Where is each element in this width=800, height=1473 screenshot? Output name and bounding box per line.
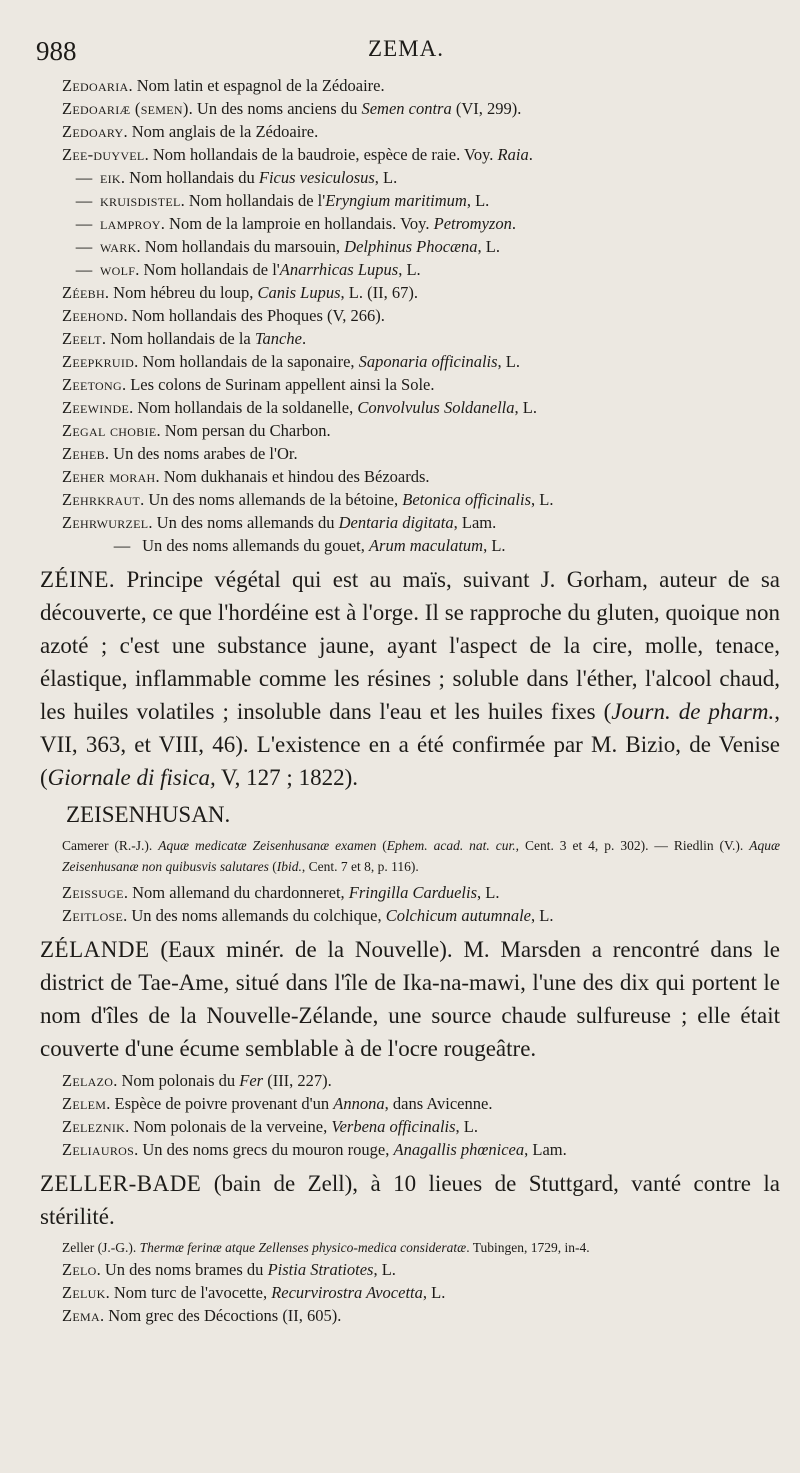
headword-zelande: ZÉLANDE <box>40 937 150 962</box>
entry-definition: . Un des noms brames du <box>96 1260 268 1279</box>
entry-arum: — Un des noms allemands du gouet, Arum maculatum, L. <box>113 536 506 555</box>
entry-term: kruisdistel <box>100 191 181 210</box>
entry-latin-name: Pistia Stratiotes <box>267 1260 374 1279</box>
entry-tail: , L. <box>477 883 500 902</box>
entry-term: Zegal chobie <box>62 421 157 440</box>
entry-definition: . Nom hollandais de la baudroie, espèce de raie. Voy. <box>144 145 498 164</box>
entry-term: Zelem <box>62 1094 107 1113</box>
headword-zeller: ZELLER-BADE <box>40 1171 202 1196</box>
entry-tail: (VI, 299). <box>451 99 522 118</box>
entry-term: Zeheb <box>62 444 105 463</box>
entry-tail: (III, 227). <box>263 1071 332 1090</box>
dictionary-entry <box>62 1092 780 1115</box>
entry-term: eik <box>100 168 121 187</box>
entry-term: Zeehond <box>62 306 124 325</box>
dictionary-entry <box>68 212 780 235</box>
entry-definition: . Nom hollandais de la <box>101 329 255 348</box>
entry-term: Zeluk <box>62 1283 106 1302</box>
entry-definition: . Nom polonais de la verveine, <box>125 1117 332 1136</box>
entry-definition: . Nom turc de l'avocette, <box>105 1283 272 1302</box>
entry-term: Zeetong <box>62 375 122 394</box>
entry-latin-name: Betonica officinalis <box>402 490 532 509</box>
entry-tail: , L. <box>531 906 554 925</box>
dictionary-entry <box>62 488 780 511</box>
entry-tail: , L. <box>466 191 490 210</box>
entry-term: Zeepkruid <box>62 352 135 371</box>
dictionary-entry <box>62 74 780 97</box>
entry-definition: . Nom allemand du chardonneret, <box>123 883 349 902</box>
entry-latin-name: Fringilla Carduelis <box>348 883 477 902</box>
entry-term: Zehrwurzel <box>62 513 149 532</box>
entry-latin-name: Saponaria officinalis <box>358 352 498 371</box>
entry-tail: , L. <box>455 1117 479 1136</box>
entry-definition: . Nom grec des Décoctions (II, 605). <box>99 1306 342 1325</box>
entry-definition: . Nom hollandais du marsouin, <box>136 237 345 256</box>
entry-definition: . Nom latin et espagnol de la Zédoaire. <box>128 76 385 95</box>
entry-latin-name: Anagallis phœnicea <box>393 1140 525 1159</box>
dictionary-entry <box>68 258 780 281</box>
dictionary-entry <box>62 350 780 373</box>
entry-term: Zee-duyvel <box>62 145 145 164</box>
entry-term: Zelazo <box>62 1071 114 1090</box>
entry-latin-name: Semen contra <box>361 99 452 118</box>
entry-definition: . Un des noms allemands de la bétoine, <box>140 490 403 509</box>
entry-term: Zedoaria <box>62 76 129 95</box>
dictionary-entry <box>62 120 780 143</box>
dash-mark: — <box>75 260 93 279</box>
entry-definition: . Nom hollandais de la soldanelle, <box>129 398 358 417</box>
entry-tail: . <box>528 145 533 164</box>
entry-tail: , L. <box>373 1260 396 1279</box>
headword-zeisenhusan: ZEISENHUSAN. <box>66 802 231 827</box>
entry-definition: . Espèce de poivre provenant d'un <box>106 1094 334 1113</box>
dictionary-entry <box>62 97 780 120</box>
page-body <box>40 74 780 1327</box>
entry-group-dash <box>40 166 780 281</box>
entry-definition: . Nom hollandais du <box>120 168 259 187</box>
dictionary-entry <box>62 1069 780 1092</box>
dash-mark: — <box>75 214 93 233</box>
entry-group-a <box>40 74 780 166</box>
dictionary-entry <box>62 281 780 304</box>
entry-term: wolf <box>100 260 136 279</box>
dictionary-entry <box>62 1304 780 1327</box>
entry-group-c <box>40 881 780 927</box>
entry-definition: . Nom anglais de la Zédoaire. <box>123 122 319 141</box>
dictionary-entry <box>62 1258 780 1281</box>
running-head: ZEMA. <box>368 36 444 61</box>
dictionary-entry <box>62 1138 780 1161</box>
entry-term: Zedoary <box>62 122 124 141</box>
entry-definition: . Nom polonais du <box>113 1071 240 1090</box>
entry-tail: . <box>301 329 307 348</box>
entry-definition: . Nom persan du Charbon. <box>156 421 331 440</box>
entry-latin-name: Colchicum autumnale <box>385 906 531 925</box>
entry-latin-name: Recurvirostra Avocetta <box>271 1283 423 1302</box>
entry-tail: , L. <box>374 168 398 187</box>
entry-group-d <box>40 1069 780 1161</box>
entry-definition: . Les colons de Surinam appellent ainsi la Sole. <box>121 375 435 394</box>
dictionary-entry <box>62 304 780 327</box>
entry-definition: . Nom hollandais des Phoques (V, 266). <box>123 306 385 325</box>
entry-definition: . Un des noms allemands du <box>148 513 339 532</box>
dictionary-entry <box>62 1281 780 1304</box>
entry-latin-name: Raia <box>497 145 529 164</box>
entry-term: Zehrkraut <box>62 490 141 509</box>
page-number: 988 <box>36 36 77 66</box>
dictionary-entry <box>62 1115 780 1138</box>
entry-latin-name: Tanche <box>254 329 302 348</box>
entry-group-b <box>40 281 780 534</box>
entry-latin-name: Eryngium maritimum <box>325 191 467 210</box>
dictionary-entry <box>62 442 780 465</box>
dictionary-entry <box>62 373 780 396</box>
dictionary-entry <box>62 904 780 927</box>
entry-latin-name: Annona <box>333 1094 385 1113</box>
entry-definition: . Nom hollandais de la saponaire, <box>134 352 359 371</box>
article-zeller: ZELLER-BADE (bain de Zell), à 10 lieues de Stuttgard, vanté contre la stérilité. <box>40 1171 780 1229</box>
entry-latin-name: Anarrhicas Lupus <box>279 260 399 279</box>
dash-mark: — <box>75 237 93 256</box>
dictionary-entry <box>62 327 780 350</box>
bibliography-zeller: Zeller (J.-G.). Thermæ ferinæ atque Zellenses physico-medica consideratæ. Tubingen, 1729, in-4. <box>62 1240 590 1255</box>
dictionary-entry <box>62 511 780 534</box>
entry-tail: , L. <box>398 260 421 279</box>
entry-latin-name: Ficus vesiculosus <box>258 168 375 187</box>
dictionary-entry <box>68 189 780 212</box>
entry-term: Zeewinde <box>62 398 130 417</box>
dash-mark: — <box>75 168 93 187</box>
entry-latin-name: Convolvulus Soldanella <box>357 398 515 417</box>
entry-term: Zeleznik <box>62 1117 126 1136</box>
entry-term: Zelo <box>62 1260 97 1279</box>
entry-term: Zeliauros <box>62 1140 135 1159</box>
dictionary-entry <box>62 143 780 166</box>
entry-tail: , L. <box>531 490 554 509</box>
entry-tail: , dans Avicenne. <box>384 1094 493 1113</box>
entry-definition: . Nom hébreu du loup, <box>104 283 258 302</box>
entry-latin-name: Delphinus Phocæna <box>344 237 478 256</box>
entry-definition: . Un des noms anciens du <box>188 99 362 118</box>
dictionary-entry <box>62 396 780 419</box>
entry-tail: , L. <box>422 1283 446 1302</box>
entry-definition: . Un des noms arabes de l'Or. <box>104 444 298 463</box>
article-zelande: ZÉLANDE (Eaux minér. de la Nouvelle). M. Marsden a rencontré dans le district de Tae-Ame, situé dans l'île de Ika-na-mawi, l'une des dix qui portent le nom d'îles de la Nouvelle-Zélande, une source chaude sulfureuse ; elle était couverte d'une écume semblable à de l'ocre rougeâtre. <box>40 937 780 1061</box>
article-zeine: ZÉINE. Principe végétal qui est au maïs, suivant J. Gorham, auteur de sa découverte, ce que l'hordéine est à l'orge. Il se rapproche du gluten, quoique non azoté ; c'est une substance jaune, ayant l'aspect de la cire, molle, tenace, élastique, inflammable comme les résines ; soluble dans l'éther, l'alcool chaud, les huiles volatiles ; insoluble dans l'eau et les huiles fixes (Journ. de pharm., VII, 363, et VIII, 46). L'existence en a été confirmée par M. Bizio, de Venise (Giornale di fisica, V, 127 ; 1822). <box>40 567 780 790</box>
dictionary-entry <box>62 881 780 904</box>
entry-latin-name: Verbena officinalis <box>331 1117 456 1136</box>
entry-latin-name: Dentaria digitata <box>338 513 454 532</box>
entry-term: Zéebh <box>62 283 105 302</box>
entry-definition: . Nom de la lamproie en hollandais. Voy. <box>160 214 434 233</box>
entry-term: wark <box>100 237 137 256</box>
entry-definition: . Nom dukhanais et hindou des Bézoards. <box>155 467 430 486</box>
entry-tail: , L. <box>514 398 537 417</box>
entry-term: Zedoariæ (semen) <box>62 99 189 118</box>
dictionary-entry <box>62 465 780 488</box>
entry-latin-name: Fer <box>239 1071 264 1090</box>
dictionary-entry <box>62 419 780 442</box>
entry-term: Zeelt <box>62 329 102 348</box>
entry-term: Zeitlose <box>62 906 124 925</box>
entry-tail: , L. <box>477 237 500 256</box>
dictionary-entry <box>68 235 780 258</box>
dictionary-entry <box>68 166 780 189</box>
entry-tail: , Lam. <box>524 1140 567 1159</box>
entry-tail: , L. (II, 67). <box>340 283 418 302</box>
entry-latin-name: Petromyzon <box>433 214 512 233</box>
dash-mark: — <box>75 191 93 210</box>
entry-definition: . Nom hollandais de l' <box>180 191 326 210</box>
entry-term: Zeissuge <box>62 883 124 902</box>
entry-tail: . <box>511 214 516 233</box>
entry-term: Zema <box>62 1306 100 1325</box>
entry-definition: . Un des noms allemands du colchique, <box>123 906 386 925</box>
entry-tail: , L. <box>497 352 521 371</box>
entry-group-e <box>40 1258 780 1327</box>
page-header <box>36 30 776 66</box>
entry-term: Zeher morah <box>62 467 156 486</box>
entry-definition: . Nom hollandais de l' <box>135 260 280 279</box>
bibliography-zeisenhusan: Camerer (R.-J.). Aquæ medicatæ Zeisenhusanæ examen (Ephem. acad. nat. cur., Cent. 3 et 4, p. 302). — Riedlin (V.). Aquæ Zeisenhusanæ non quibusvis salutares (Ibid., Cent. 7 et 8, p. 116). <box>62 838 781 874</box>
headword-zeine: ZÉINE. <box>40 567 116 592</box>
entry-definition: . Un des noms grecs du mouron rouge, <box>134 1140 394 1159</box>
entry-tail: , Lam. <box>453 513 497 532</box>
entry-latin-name: Canis Lupus <box>257 283 341 302</box>
entry-term: lamproy <box>100 214 161 233</box>
